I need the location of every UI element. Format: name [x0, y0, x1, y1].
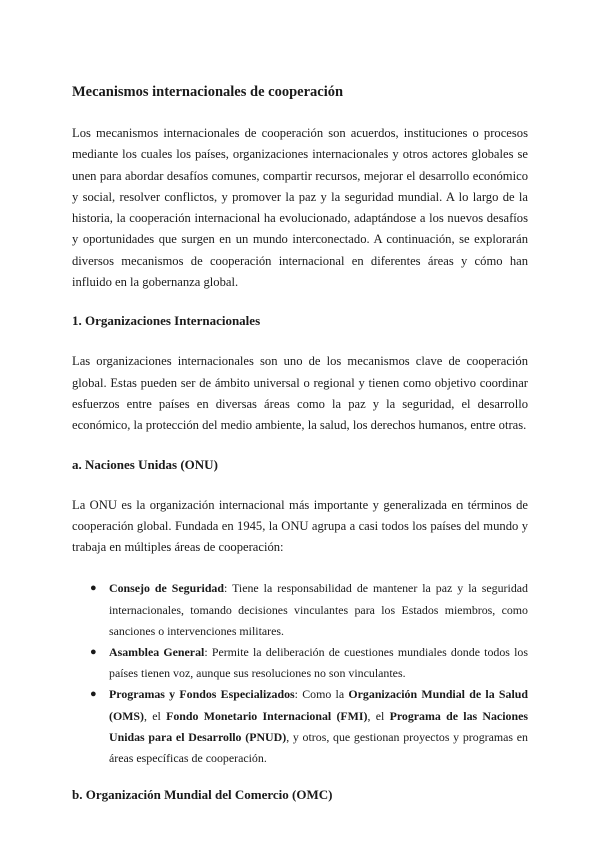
- list-item-text: : Permite la deliberación de cuestiones mundiales donde todos los países tienen voz, aunque sus resoluciones no son vinculantes.: [109, 645, 528, 681]
- list-item-text: , el: [144, 708, 167, 723]
- section-heading-organizaciones: 1. Organizaciones Internacionales: [72, 313, 261, 329]
- bullet-icon: ●: [90, 582, 97, 595]
- document-content: [72, 84, 528, 825]
- list-item-text: : Tiene la responsabilidad de mantener la paz y la seguridad internacionales, tomando decisiones vinculantes para los Estados miembros, como sanciones o intervenciones militares.: [109, 581, 528, 638]
- list-item-term: Programas y Fondos Especializados: [109, 687, 295, 702]
- org-name: Fondo Monetario Internacional (FMI): [166, 708, 368, 723]
- list-item-term: Consejo de Seguridad: [109, 581, 224, 596]
- list-item-text: : Como la: [294, 687, 349, 702]
- list-item-text: , y otros, que gestionan proyectos y programas en áreas específicas de cooperación.: [109, 729, 528, 766]
- list-item-term: Asamblea General: [109, 645, 205, 660]
- subsection-heading-onu: a. Naciones Unidas (ONU): [72, 456, 218, 472]
- list-item: [72, 684, 528, 769]
- org-name: Programa de las Naciones Unidas para el Desarrollo (PNUD): [109, 708, 528, 744]
- intro-paragraph: Los mecanismos internacionales de cooperación son acuerdos, instituciones o procesos mediante los cuales los países, organizaciones internacionales y otros actores globales se unen para abordar desafíos comunes, compartir recursos, mejorar el desarrollo económico y social, resolver conflictos, y promover la paz y la seguridad mundial. A lo largo de la historia, la cooperación internacional ha evolucionado, adaptándose a los nuevos desafíos y oportunidades que surgen en un mundo interconectado. A continuación, se explorarán diversos mecanismos de cooperación internacional en diferentes áreas y cómo han influido en la gobernanza global.: [72, 126, 528, 290]
- list-item: [72, 578, 528, 642]
- list-item: [72, 642, 528, 684]
- org-name: Organización Mundial de la Salud (OMS): [109, 687, 528, 723]
- subsection-paragraph-onu: La ONU es la organización internacional más importante y generalizada en términos de cooperación global. Fundada en 1945, la ONU agrupa a casi todos los países del mundo y trabaja en múltiples áreas de cooperación:: [72, 497, 528, 555]
- list-item-text: , el: [367, 708, 390, 723]
- bullet-icon: ●: [90, 646, 97, 659]
- document-title: Mecanismos internacionales de cooperación: [72, 84, 344, 100]
- bullet-icon: ●: [90, 688, 97, 701]
- onu-bullet-list: [72, 578, 528, 769]
- section-paragraph-organizaciones: Las organizaciones internacionales son uno de los mecanismos clave de cooperación global. Estas pueden ser de ámbito universal o regional y tienen como objetivo coordinar esfuerzos entre países en diversas áreas como la paz y la seguridad, el desarrollo económico, la protección del medio ambiente, la salud, los derechos humanos, entre otras.: [72, 354, 528, 433]
- subsection-heading-omc: b. Organización Mundial del Comercio (OMC): [72, 787, 333, 803]
